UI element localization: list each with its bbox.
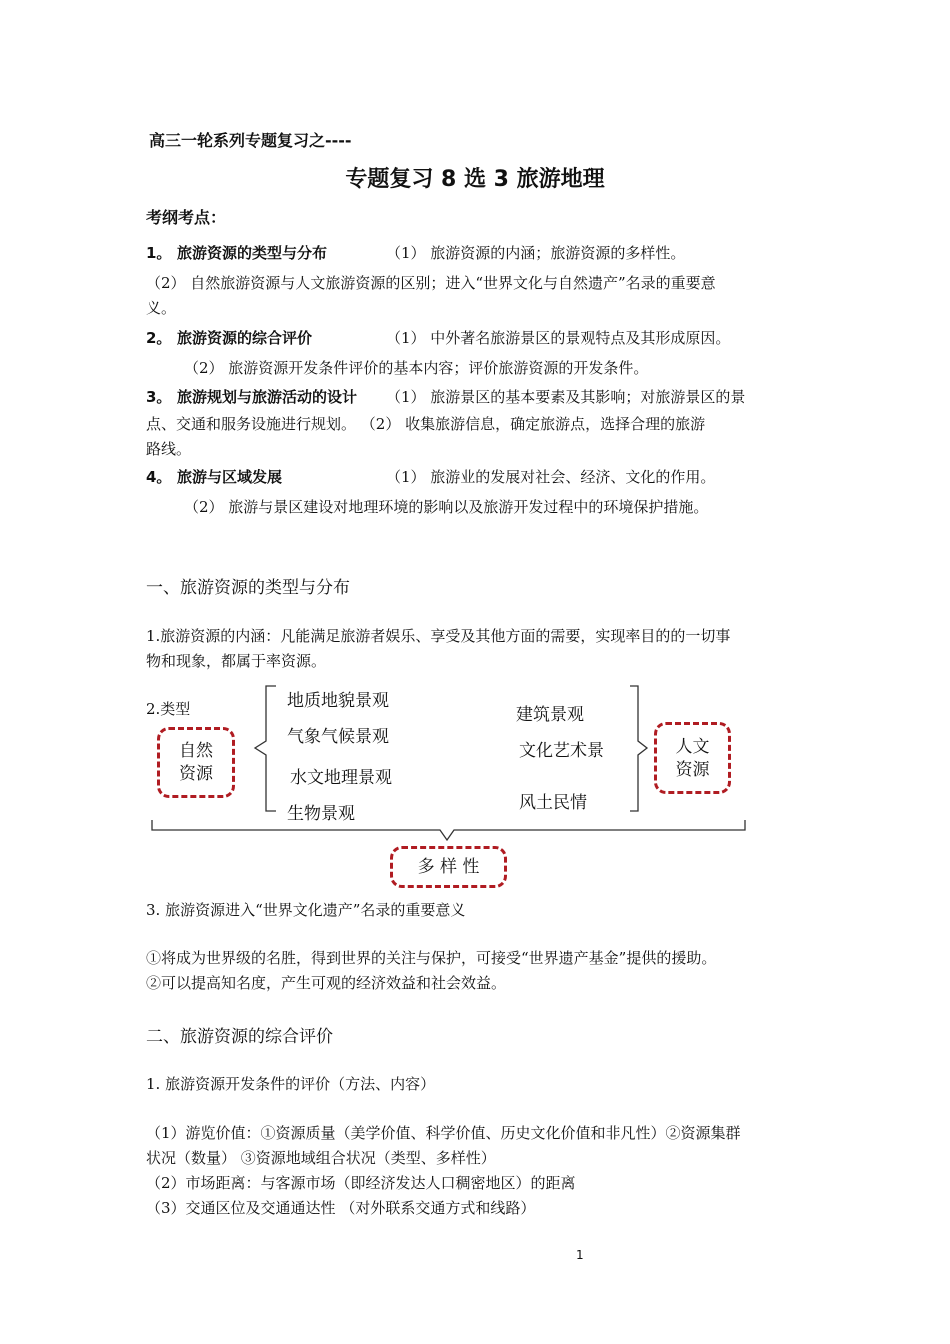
natural-item-biology: 生物景观: [287, 804, 355, 824]
criteria-3: （3）交通区位及交通通达性 （对外联系交通方式和线路）: [146, 1199, 536, 1217]
topic-4-point-2: （2） 旅游与景区建设对地理环境的影响以及旅游开发过程中的环境保护措施。: [184, 498, 709, 516]
natural-resources-label-1: 自然: [179, 741, 213, 761]
page-number: 1: [576, 1248, 584, 1262]
natural-item-geology: 地质地貌景观: [287, 691, 389, 711]
topic-1-title: 旅游资源的类型与分布: [177, 244, 328, 262]
section-1-para-3: 3. 旅游资源进入“世界文化遗产”名录的重要意义: [146, 901, 466, 919]
section-1-heading: 一、旅游资源的类型与分布: [146, 578, 350, 598]
human-item-customs: 风土民情: [519, 793, 587, 813]
criteria-2: （2）市场距离：与客源市场（即经济发达人口稠密地区）的距离: [146, 1174, 576, 1192]
section-1-para-1: 1.旅游资源的内涵：凡能满足旅游者娱乐、享受及其他方面的需要，实现率目的的一切事: [146, 627, 731, 645]
criteria-1-cont: 状况（数量） ③资源地域组合状况（类型、多样性）: [146, 1149, 496, 1167]
topic-1-point-1: （1） 旅游资源的内涵；旅游资源的多样性。: [386, 244, 686, 262]
page-title: 专题复习 8 选 3 旅游地理: [345, 167, 605, 192]
diversity-brace: [152, 820, 745, 840]
section-1-para-1-cont: 物和现象，都属于率资源。: [146, 652, 327, 670]
natural-resources-label-2: 资源: [179, 764, 213, 784]
topic-3-point-1: （1） 旅游景区的基本要素及其影响；对旅游景区的景: [386, 388, 746, 406]
human-resources-label-2: 资源: [675, 760, 710, 780]
section-2-para-1: 1. 旅游资源开发条件的评价（方法、内容）: [146, 1075, 436, 1093]
topic-1-point-2-cont: 义。: [146, 299, 177, 317]
human-item-architecture: 建筑景观: [516, 705, 584, 725]
natural-brace: [255, 686, 276, 811]
human-resources-label-1: 人文: [675, 737, 710, 757]
section-2-heading: 二、旅游资源的综合评价: [146, 1027, 333, 1047]
natural-item-hydrology: 水文地理景观: [290, 768, 392, 788]
topic-2-number: 2。: [146, 329, 172, 347]
topic-4-title: 旅游与区域发展: [177, 468, 283, 486]
criteria-1: （1）游览价值：①资源质量（美学价值、科学价值、历史文化价值和非凡性）②资源集群: [146, 1124, 741, 1142]
topic-2-title: 旅游资源的综合评价: [177, 329, 313, 347]
human-item-culture-art: 文化艺术景: [519, 741, 604, 761]
topic-3-point-1-cont: 点、交通和服务设施进行规划。 （2） 收集旅游信息，确定旅游点，选择合理的旅游: [146, 415, 706, 433]
topic-2-point-1: （1） 中外著名旅游景区的景观特点及其形成原因。: [386, 329, 731, 347]
significance-2: ②可以提高知名度，产生可观的经济效益和社会效益。: [146, 974, 507, 992]
topic-2-point-2: （2） 旅游资源开发条件评价的基本内容；评价旅游资源的开发条件。: [184, 359, 649, 377]
topic-1-point-2: （2） 自然旅游资源与人文旅游资源的区别；进入“世界文化与自然遗产”名录的重要意: [146, 274, 716, 292]
types-label: 2.类型: [146, 700, 191, 718]
topic-1-number: 1。: [146, 244, 172, 262]
topic-4-number: 4。: [146, 468, 172, 486]
topic-3-point-2-cont: 路线。: [146, 440, 192, 458]
series-title: 高三一轮系列专题复习之----: [149, 131, 352, 150]
syllabus-heading: 考纲考点：: [146, 208, 227, 227]
topic-3-title: 旅游规划与旅游活动的设计: [177, 388, 358, 406]
significance-1: ①将成为世界级的名胜，得到世界的关注与保护，可接受“世界遗产基金”提供的援助。: [146, 949, 717, 967]
topic-4-point-1: （1） 旅游业的发展对社会、经济、文化的作用。: [386, 468, 716, 486]
human-brace: [630, 686, 647, 811]
natural-item-climate: 气象气候景观: [287, 727, 389, 747]
topic-3-number: 3。: [146, 388, 172, 406]
diversity-label: 多 样 性: [417, 857, 480, 877]
